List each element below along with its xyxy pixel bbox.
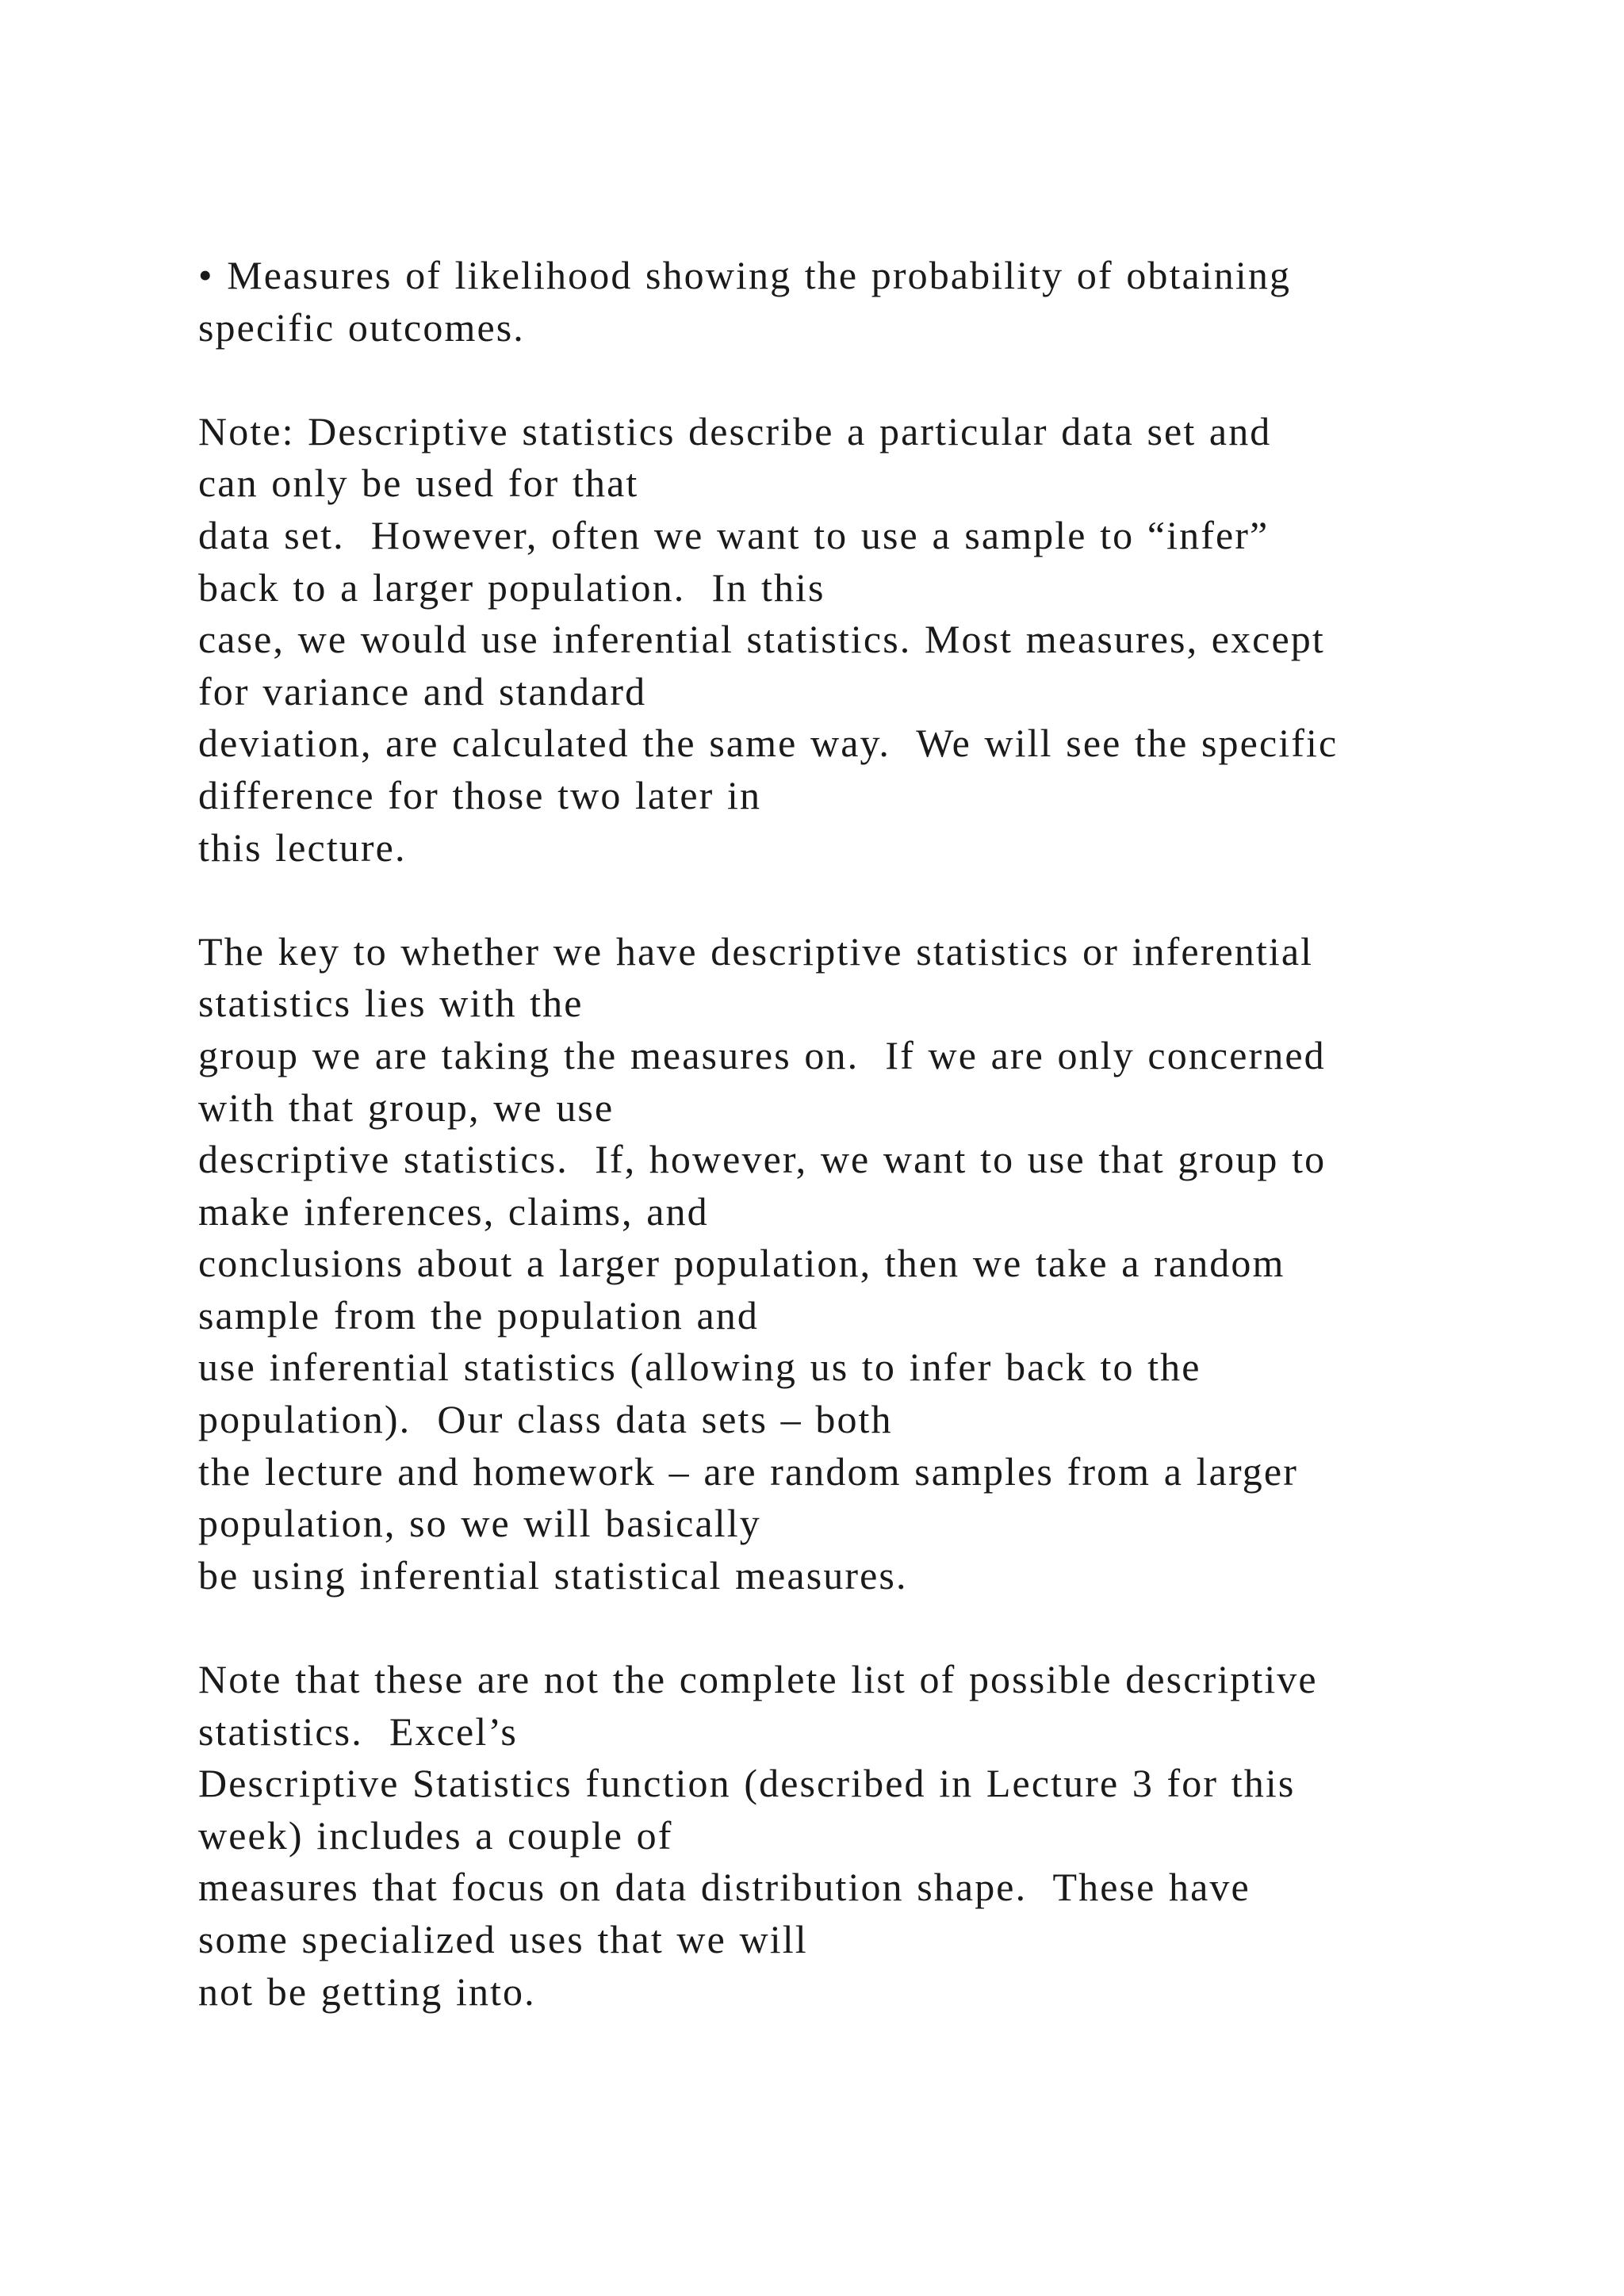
text-line: make inferences, claims, and [198, 1188, 709, 1234]
text-line: for variance and standard [198, 668, 647, 714]
text-line: use inferential statistics (allowing us to infer back to the [198, 1345, 1201, 1390]
text-line: Note: Descriptive statistics describe a particular data set and [198, 408, 1272, 453]
text-line: week) includes a couple of [198, 1812, 673, 1858]
paragraph-likelihood-bullet [198, 250, 1594, 354]
text-line: The key to whether we have descriptive statistics or inferential [198, 928, 1314, 974]
text-line: the lecture and homework – are random samples from a larger [198, 1448, 1298, 1494]
paragraph-key-descriptive-vs-inferential [198, 926, 1594, 1602]
text-line: back to a larger population. In this [198, 564, 825, 610]
text-line: statistics lies with the [198, 981, 584, 1026]
text-line: measures that focus on data distribution shape. These have [198, 1865, 1251, 1910]
document-body [198, 250, 1594, 2070]
text-line: • Measures of likelihood showing the probability of obtaining [198, 253, 1292, 297]
text-line: specific outcomes. [198, 304, 525, 350]
text-line: some specialized uses that we will [198, 1917, 808, 1961]
text-line: data set. However, often we want to use a sample to “infer” [198, 512, 1270, 557]
text-line: this lecture. [198, 825, 407, 870]
text-line: descriptive statistics. If, however, we want to use that group to [198, 1137, 1327, 1182]
paragraph-note-descriptive [198, 406, 1594, 874]
text-line: Note that these are not the complete list of possible descriptive [198, 1657, 1318, 1702]
paragraph-note-not-complete-list [198, 1654, 1594, 2018]
text-line: deviation, are calculated the same way. We will see the specific [198, 721, 1339, 766]
text-line: sample from the population and [198, 1292, 759, 1337]
text-line: case, we would use inferential statistics. Most measures, except [198, 617, 1325, 662]
text-line: conclusions about a larger population, then we take a random [198, 1241, 1285, 1286]
text-line: with that group, we use [198, 1085, 615, 1130]
text-line: be using inferential statistical measures. [198, 1552, 908, 1598]
text-line: can only be used for that [198, 461, 639, 506]
text-line: Descriptive Statistics function (described in Lecture 3 for this [198, 1761, 1296, 1806]
text-line: not be getting into. [198, 1969, 536, 2014]
text-line: difference for those two later in [198, 772, 762, 817]
text-line: statistics. Excel’s [198, 1709, 518, 1754]
text-line: group we are taking the measures on. If we are only concerned [198, 1032, 1326, 1077]
text-line: population). Our class data sets – both [198, 1397, 893, 1442]
text-line: population, so we will basically [198, 1501, 761, 1546]
